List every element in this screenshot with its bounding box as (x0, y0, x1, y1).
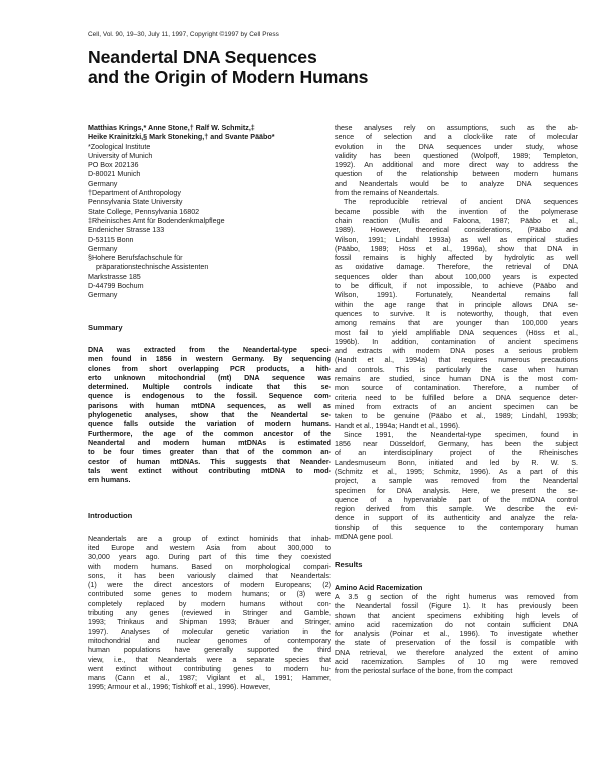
body-line: the state of preservation of the fossil is compatible with (335, 639, 578, 648)
body-line: mitochondrial and nuclear genomes of contemporary (88, 636, 331, 645)
summary-line: Neandertal and modern human mtDNAs is estimated (88, 438, 331, 447)
affiliation-line: D-53115 Bonn (88, 235, 134, 244)
summary-line: DNA was extracted from the Neandertal-type speci- (88, 345, 331, 354)
body-line: question of the relationship between modern humans (335, 170, 578, 179)
affiliations (88, 143, 331, 301)
body-line: 1993; Trinkaus and Shipman 1993; Bräuer and Stringer, (88, 618, 331, 627)
body-line: sence of selection and a clock-like rate of molecular (335, 133, 578, 142)
body-line: 1996b). In addition, contamination of ancient specimens (335, 337, 578, 346)
body-line: 1856 near Düsseldorf, Germany, has been the subject (335, 440, 578, 449)
body-line: from the remains of Neandertals. (335, 189, 439, 198)
summary-line: to be four times greater than that of the common an- (88, 448, 331, 457)
body-line: 1989). However, theoretical considerations, (Pääbo and (335, 226, 578, 235)
introduction-text (88, 535, 331, 693)
body-line: sons, it has been variously claimed that Neandertals: (88, 571, 331, 580)
body-line: (1) were the direct ancestors of modern Europeans; (2) (88, 581, 331, 590)
affiliation-line: Markstrasse 185 (88, 272, 141, 281)
body-line: with modern humans. Based on morphological compari- (88, 562, 331, 571)
body-line: among remains that are younger than 100,000 years (335, 319, 578, 328)
summary-line: Furthermore, the age of the common ancestor of the (88, 429, 331, 438)
body-line: sequences older than about 100,000 years is expected (335, 272, 578, 281)
body-line: and Neandertals would be to analyze DNA sequences (335, 179, 578, 188)
body-line: as oxidative damage. Therefore, the retrieval of DNA (335, 263, 578, 272)
affiliation-line: §Hohere Berufsfachschule für (88, 254, 183, 263)
body-line: dence in support of its authenticity and analyze the rela- (335, 514, 578, 523)
affiliation-line: Germany (88, 291, 118, 300)
summary-line: men found in 1856 in western Germany. By sequencing (88, 355, 331, 364)
body-line: fossil remains is highly affected by hydrolytic as well (335, 254, 578, 263)
body-line: project, a sample was removed from the Neandertal (335, 477, 578, 486)
affiliation-line: University of Munich (88, 151, 153, 160)
body-line: tionship of this sequence to the contemporary human (335, 523, 578, 532)
body-line: Wilson, 1991; Lindahl 1993a) as well as empirical studies (335, 235, 578, 244)
author-line: Heike Krainitzki,§ Mark Stoneking,† and Svante Pääbo* (88, 133, 275, 142)
affiliation-line: Endenicher Strasse 133 (88, 226, 165, 235)
body-line: Wilson, 1991). Fortunately, Neandertal remains fall (335, 291, 578, 300)
body-line: 1995; Armour et al., 1996; Tishkoff et al., 1996). However, (88, 683, 271, 692)
body-line: became possible with the invention of the polymerase (335, 207, 578, 216)
body-line: these analyses rely on assumptions, such as the ab- (335, 124, 578, 132)
affiliation-line: D-80021 Munich (88, 170, 141, 179)
body-line: ited Europe and western Asia from about 300,000 to (88, 543, 331, 552)
body-line: The reproducible retrieval of ancient DNA sequences (344, 198, 578, 207)
journal-citation: Cell, Vol. 90, 19–30, July 11, 1997, Copyright ©1997 by Cell Press (88, 31, 279, 38)
affiliation-line: Germany (88, 244, 118, 253)
body-line: tributing any genes (reviewed in Stringer and Gamble, (88, 609, 331, 618)
summary-heading: Summary (88, 322, 123, 332)
body-line: went extinct without contributing genes to modern hu- (88, 664, 331, 673)
summary-line: cestor of human mtDNAs. This suggests that Neander- (88, 457, 331, 466)
affiliation-line: D-44799 Bochum (88, 282, 144, 291)
summary-line: quence falls outside the variation of modern humans. (88, 420, 331, 429)
body-line: and extracts with modern DNA poses a serious problem (335, 347, 578, 356)
affiliation-line: Germany (88, 179, 118, 188)
body-line: criteria need to be fulfilled before a DNA sequence deter- (335, 393, 578, 402)
body-line: of an interdisciplinary project of the Rheinisches (335, 449, 578, 458)
body-line: (Handt et al., 1994a) that requires numerous precautions (335, 356, 578, 365)
body-line: from the periostal surface of the bone, from the compact (335, 667, 513, 676)
body-line: evolution in the DNA sequences under study, whose (335, 142, 578, 151)
body-line: view, i.e., that Neandertals were a separate species that (88, 655, 331, 664)
paragraph (335, 198, 578, 430)
body-line: amino acid racemization do not contain sufficient DNA (335, 620, 578, 629)
section-subheading: Amino Acid Racemization (335, 583, 423, 592)
body-line: 1992). An additional and more direct way to address the (335, 161, 578, 170)
body-line: A 3.5 g section of the right humerus was removed from (335, 592, 578, 601)
paragraph (335, 593, 578, 677)
introduction-heading: Introduction (88, 511, 133, 521)
left-column (88, 124, 331, 693)
body-line: Since 1991, the Neandertal-type specimen, found in (344, 430, 578, 439)
paragraph (335, 431, 578, 543)
body-line: chain reaction (Mullis and Faloona, 1987; Pääbo et al., (335, 216, 578, 225)
body-line: taken to be genuine (Pääbo et al., 1989; Lindahl, 1993b; (335, 412, 578, 421)
body-line: remains are studied, since human DNA is the most com- (335, 375, 578, 384)
summary-line: quence is endogenous to the fossil. Sequence com- (88, 392, 331, 401)
summary-text (88, 346, 331, 485)
summary-line: clones from short overlapping PCR products, a hith- (88, 364, 331, 373)
body-line: within the age range that in principle allows DNA se- (335, 300, 578, 309)
affiliation-line: †Department of Anthropology (88, 189, 181, 198)
author-line: Matthias Krings,* Anne Stone,† Ralf W. Schmitz,‡ (88, 124, 255, 132)
affiliation-line: *Zoological Institute (88, 142, 151, 151)
body-line: acid racemization. Samples of 10 mg were removed (335, 658, 578, 667)
body-line: the Neandertal fossil (Figure 1). It has previously been (335, 602, 578, 611)
body-line: 30,000 years ago. During part of this time they coexisted (88, 553, 331, 562)
body-line: most fail to yield amplifiable DNA sequences (Höss et al., (335, 328, 578, 337)
body-line: mon source of contamination. Therefore, a number of (335, 384, 578, 393)
body-line: 1997). Analyses of molecular genetic variation in the (88, 627, 331, 636)
body-line: specimen for DNA analysis. Here, we present the se- (335, 486, 578, 495)
body-line: shown that ancient specimens exhibiting high levels of (335, 611, 578, 620)
body-line: to be difficult, if not impossible, to achieve (Pääbo and (335, 282, 578, 291)
title-line: and the Origin of Modern Humans (88, 66, 369, 87)
affiliation-line: Pennsylvania State University (88, 198, 183, 207)
summary-line: ern humans. (88, 476, 131, 485)
body-line: quences to survive. It is noteworthy, though, that even (335, 309, 578, 318)
summary-line: determined. Multiple controls indicate that this se- (88, 383, 331, 392)
title-line: Neandertal DNA Sequences (88, 47, 317, 67)
affiliation-line: State College, Pennsylvania 16802 (88, 207, 200, 216)
body-line: validity has been questioned (Wolpoff, 1989; Templeton, (335, 151, 578, 160)
body-line: human populations have generally supported the third (88, 646, 331, 655)
body-line: (Pääbo, 1989; Höss et al., 1996a), show that DNA in (335, 244, 578, 253)
summary-line: erto unknown mitochondrial (mt) DNA sequence was (88, 373, 331, 382)
body-line: mtDNA gene pool. (335, 533, 393, 542)
summary-line: tals went extinct without contributing mtDNA to mod- (88, 466, 331, 475)
summary-line: phylogenetic analyses, show that the Neandertal se- (88, 411, 331, 420)
article-title (88, 48, 528, 87)
results-heading: Results (335, 560, 363, 570)
body-line: (Schmitz et al., 1995; Schmitz, 1996). As a part of this (335, 467, 578, 476)
body-line: Landesmuseum Bonn, initiated and led by R. W. S. (335, 458, 578, 467)
body-line: DNA retrieval, we therefore analyzed the extent of amino (335, 648, 578, 657)
affiliation-line: präparationstechnische Assistenten (96, 263, 209, 272)
summary-line: parisons with human mtDNA sequences, as well as (88, 401, 331, 410)
body-line: contributed some genes to modern humans; or (3) were (88, 590, 331, 599)
body-line: completely replaced by modern humans without con- (88, 599, 331, 608)
affiliation-line: PO Box 202136 (88, 161, 139, 170)
body-line: for analysis (Poinar et al., 1996). To investigate whether (335, 630, 578, 639)
body-line: mans (Cann et al., 1987; Vigilant et al., 1991; Hammer, (88, 674, 331, 683)
body-line: mined from extracts of an ancient specimen can be (335, 402, 578, 411)
paragraph (335, 124, 578, 198)
body-line: region derived from this sample. We describe the evi- (335, 505, 578, 514)
author-list (88, 124, 331, 143)
body-line: quence of a hypervariable part of the mtDNA control (335, 495, 578, 504)
right-column (335, 124, 578, 677)
body-line: and controls. This is particularly the case when human (335, 365, 578, 374)
body-line: Handt et al., 1994a; Handt et al., 1996). (335, 421, 461, 430)
body-line: Neandertals are a group of extinct hominids that inhab- (88, 534, 331, 543)
affiliation-line: ‡Rheinisches Amt für Bodendenkmalpflege (88, 216, 225, 225)
